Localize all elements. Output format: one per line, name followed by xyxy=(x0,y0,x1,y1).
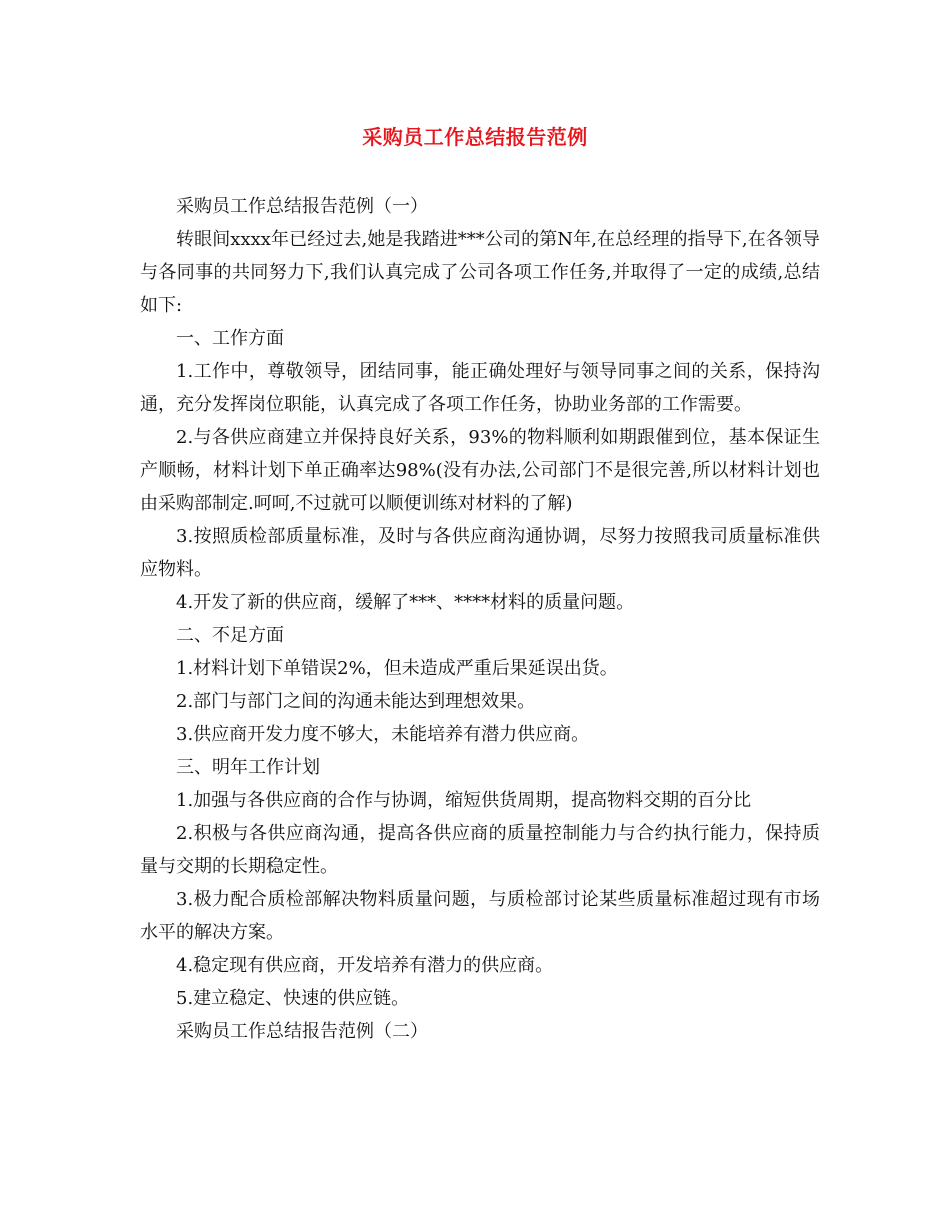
work-item-4: 4.开发了新的供应商，缓解了***、****材料的质量问题。 xyxy=(176,592,635,613)
plan-item-2: 2.积极与各供应商沟通，提高各供应商的质量控制能力与合约执行能力，保持质量与交期的长期稳定性。 xyxy=(140,823,820,877)
section-heading-example-two: 采购员工作总结报告范例（二） xyxy=(176,1021,428,1042)
section-heading-example-one: 采购员工作总结报告范例（一） xyxy=(176,196,428,217)
intro-paragraph: 转眼间xxxx年已经过去,她是我踏进***公司的第N年,在总经理的指导下,在各领导与各同事的共同努力下,我们认真完成了公司各项工作任务,并取得了一定的成绩,总结如下: xyxy=(140,229,820,316)
document-body xyxy=(140,190,820,1048)
plan-item-3: 3.极力配合质检部解决物料质量问题，与质检部讨论某些质量标准超过现有市场水平的解决方案。 xyxy=(140,889,820,943)
plan-item-5: 5.建立稳定、快速的供应链。 xyxy=(176,988,410,1009)
work-item-1: 1.工作中，尊敬领导，团结同事，能正确处理好与领导同事之间的关系，保持沟通，充分发挥岗位职能，认真完成了各项工作任务，协助业务部的工作需要。 xyxy=(140,361,820,415)
shortcoming-item-2: 2.部门与部门之间的沟通未能达到理想效果。 xyxy=(176,691,536,712)
document-title: 采购员工作总结报告范例 xyxy=(362,125,588,149)
shortcoming-item-1: 1.材料计划下单错误2%，但未造成严重后果延误出货。 xyxy=(176,658,618,679)
work-item-2: 2.与各供应商建立并保持良好关系，93%的物料顺利如期跟催到位，基本保证生产顺畅，材料计划下单正确率达98%(没有办法,公司部门不是很完善,所以材料计划也由采购部制定.呵呵,不过就可以顺便训练对材料的了解) xyxy=(140,427,820,514)
plan-item-4: 4.稳定现有供应商，开发培养有潜力的供应商。 xyxy=(176,955,554,976)
plan-item-1: 1.加强与各供应商的合作与协调，缩短供货周期，提高物料交期的百分比 xyxy=(176,790,752,811)
section-heading-work: 一、工作方面 xyxy=(176,328,284,349)
section-heading-plan: 三、明年工作计划 xyxy=(176,757,320,778)
section-heading-shortcomings: 二、不足方面 xyxy=(176,625,284,646)
shortcoming-item-3: 3.供应商开发力度不够大，未能培养有潜力供应商。 xyxy=(176,724,590,745)
work-item-3: 3.按照质检部质量标准，及时与各供应商沟通协调，尽努力按照我司质量标准供应物料。 xyxy=(140,526,820,580)
